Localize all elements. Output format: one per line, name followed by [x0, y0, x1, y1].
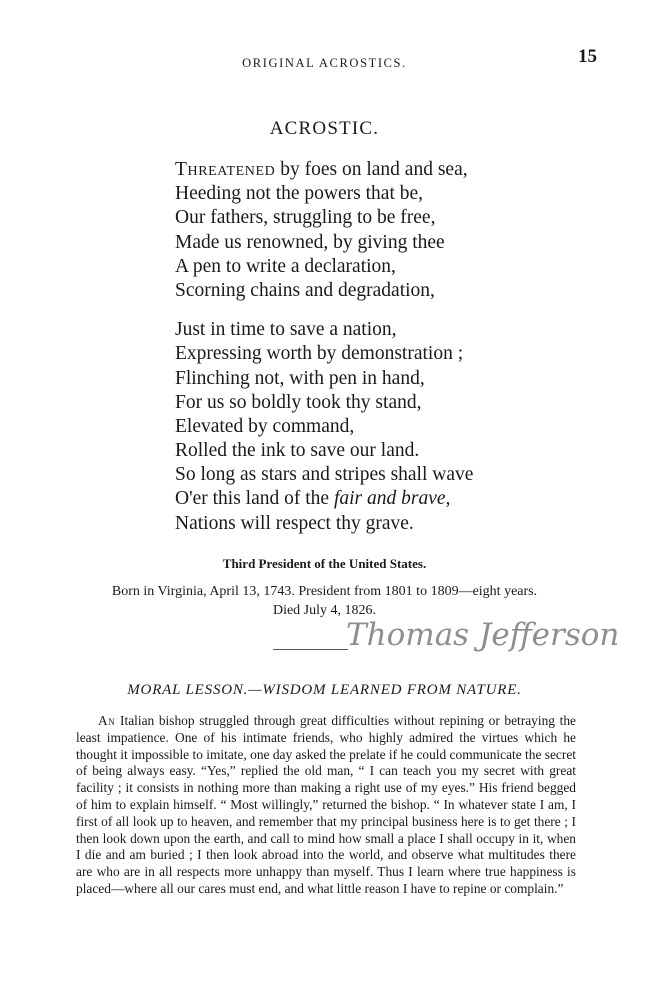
lesson-title: MORAL LESSON.—WISDOM LEARNED FROM NATURE.	[127, 682, 522, 698]
poem-line: Our fathers, struggling to be free,	[175, 207, 436, 229]
poem-line	[175, 158, 473, 182]
running-head: ORIGINAL ACROSTICS.	[242, 56, 407, 70]
bio-line: Died July 4, 1826.	[272, 603, 377, 618]
stanza-1	[175, 158, 473, 303]
portrait-caption: Third President of the United States.	[222, 556, 427, 571]
poem-line: So long as stars and stripes shall wave	[175, 464, 474, 486]
bio-line: Born in Virginia, April 13, 1743. President from 1801 to 1809—eight years.	[111, 584, 538, 599]
poem-line: For us so boldly took thy stand,	[175, 391, 422, 413]
italic-phrase: fair and brave,	[333, 488, 451, 510]
acrostic-poem	[175, 158, 473, 551]
poem-line	[175, 487, 473, 511]
poem-line: Just in time to save a nation,	[175, 319, 397, 341]
poem-line: Rolled the ink to save our land.	[175, 440, 420, 462]
first-word: Threatened	[175, 159, 276, 180]
handwritten-signature: Thomas Jefferson	[346, 617, 620, 653]
poem-line: Flinching not, with pen in hand,	[175, 367, 425, 389]
signature-rule	[273, 649, 348, 650]
poem-line: A pen to write a declaration,	[175, 255, 396, 277]
first-line-rest: by foes on land and sea,	[275, 159, 468, 180]
poem-line: Nations will respect thy grave.	[175, 512, 414, 534]
lesson-paragraph	[76, 713, 576, 898]
poem-line: Scorning chains and degradation,	[175, 279, 435, 301]
lesson-opening-word: An	[98, 713, 116, 728]
poem-line: Heeding not the powers that be,	[175, 183, 424, 205]
poem-line: Expressing worth by demonstration ;	[175, 343, 464, 365]
page-number: 15	[578, 46, 597, 67]
poem-line: Elevated by command,	[175, 415, 355, 437]
line-text: O'er this land of the	[175, 488, 334, 510]
poem-title: ACROSTIC.	[269, 118, 380, 139]
poem-line: Made us renowned, by giving thee	[175, 231, 445, 253]
stanza-2	[175, 318, 473, 536]
lesson-text: Italian bishop struggled through great difficulties without repining or betraying the least impatience. One of his intimate friends, who highly admired the virtues which he thought it impossible to imitate, one day asked the prelate if he could communicate the secret of being always easy. “Yes,” replied the old man, “ I can teach you my secret with great facility ; it consists in nothing more than making a right use of my eyes.” His friend begged of him to explain himself. “ Most willingly,” returned the bishop. “ In whatever state I am, I first of all look up to heaven, and remember that my principal business here is to get there ; I then look down upon the earth, and call to mind how small a place I shall occupy in it, when I die and am buried ; I then look abroad into the world, and observe what multitudes there are who are in all respects more unhappy than myself. Thus I learn where true happiness is placed—where all our cares must end, and what little reason I have to repine or complain.”	[76, 713, 576, 896]
